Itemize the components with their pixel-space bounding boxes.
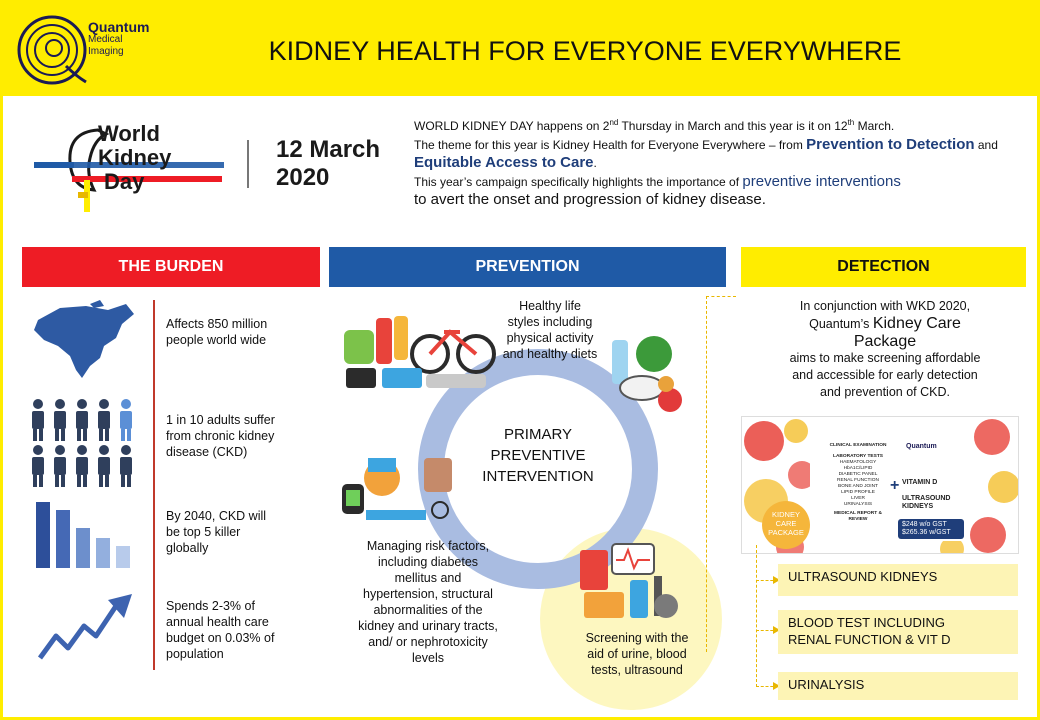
package-lab: LABORATORY TESTS xyxy=(833,454,883,459)
intro-p1-a: WORLD KIDNEY DAY happens on 2 xyxy=(414,119,610,133)
bar-chart-icon xyxy=(36,502,136,568)
test-2-line2: RENAL FUNCTION & VIT D xyxy=(788,632,951,647)
intro-p3-b: to avert the onset and progression of kidney disease. xyxy=(414,191,766,208)
burden-2-line3: disease (CKD) xyxy=(166,445,248,459)
package-us2: KIDNEYS xyxy=(902,503,934,510)
intro-p2-b: and xyxy=(974,138,998,152)
package-lab-item: LIPID PROFILE xyxy=(841,490,875,495)
package-plus: + xyxy=(890,477,900,494)
test-blood-renal-vitd xyxy=(778,610,1018,654)
risk-line2: including diabetes xyxy=(377,555,479,569)
package-price1: $248 w/o GST xyxy=(902,521,947,528)
burden-item-1 xyxy=(166,316,267,348)
detection-line2b: Kidney Care xyxy=(872,315,961,332)
package-vitd: VITAMIN D xyxy=(902,479,938,486)
burden-item-2 xyxy=(166,412,275,460)
wkd-date-line2: 2020 xyxy=(276,164,330,191)
package-lab-item: BONE AND JOINT xyxy=(838,484,878,489)
test-urinalysis xyxy=(778,672,1018,700)
screening-line3: tests, ultrasound xyxy=(591,663,683,677)
lab-screening-icon xyxy=(578,540,686,624)
detection-line4: aims to make screening affordable xyxy=(789,351,981,365)
package-price-badge xyxy=(898,519,964,539)
package-report1: MEDICAL REPORT & xyxy=(834,511,882,516)
brand-name: Quantum xyxy=(88,19,150,35)
burden-1-line2: people world wide xyxy=(166,333,267,347)
wkd-line1: World xyxy=(98,121,160,146)
brand-sub2: Imaging xyxy=(88,46,124,57)
circle-label-1: PRIMARY xyxy=(503,426,573,443)
detection-connector-top xyxy=(706,296,736,297)
package-badge2: CARE xyxy=(775,519,797,528)
package-badge3: PACKAGE xyxy=(768,528,804,537)
wkd-line3: Day xyxy=(104,169,145,194)
wkd-line2: Kidney xyxy=(98,145,172,170)
healthy-line2: styles including xyxy=(507,315,593,329)
detection-line1: In conjunction with WKD 2020, xyxy=(799,299,971,313)
risk-line6: kidney and urinary tracts, xyxy=(358,619,498,633)
healthy-line1: Healthy life xyxy=(519,299,581,313)
risk-line3: mellitus and xyxy=(394,571,462,585)
burden-3-line2: be top 5 killer xyxy=(166,525,241,539)
burden-2-line1: 1 in 10 adults suffer xyxy=(166,413,275,427)
package-ultrasound xyxy=(902,495,950,511)
risk-line7: and/ or nephrotoxicity xyxy=(368,635,488,649)
intro-p1 xyxy=(414,114,1026,135)
intro-p3-highlight: preventive interventions xyxy=(742,173,901,190)
wkd-divider xyxy=(247,140,249,188)
burden-3-line1: By 2040, CKD will xyxy=(166,509,267,523)
page-title: KIDNEY HEALTH FOR EVERYONE EVERYWHERE xyxy=(268,36,902,66)
risk-line8: levels xyxy=(412,651,444,665)
package-lab-item: RENAL FUNCTION xyxy=(837,478,879,483)
detection-tests-connector xyxy=(756,545,757,687)
section-header-prevention: PREVENTION xyxy=(329,247,726,287)
risk-factors-text xyxy=(340,538,516,666)
burden-item-3 xyxy=(166,508,266,556)
intro-p2-a: The theme for this year is Kidney Health for Everyone Everywhere – from xyxy=(414,138,807,152)
burden-3-line3: globally xyxy=(166,541,209,555)
screening-line1: Screening with the xyxy=(585,631,689,645)
package-tests-list xyxy=(816,443,900,523)
intro-p1-sup2: th xyxy=(847,118,855,127)
package-badge xyxy=(762,501,810,549)
risk-line1: Managing risk factors, xyxy=(366,539,490,553)
intro-p3 xyxy=(414,173,1026,209)
risk-line5: abnormalities of the xyxy=(373,603,483,617)
package-lab-item: DIABETIC PANEL xyxy=(838,472,878,477)
test-1-line1: ULTRASOUND KIDNEYS xyxy=(788,569,938,584)
health-monitoring-icon xyxy=(338,452,458,528)
detection-line3: Package xyxy=(853,333,917,350)
intro-p3-a: This year’s campaign specifically highlights the importance of xyxy=(414,175,743,189)
burden-item-4 xyxy=(166,598,274,662)
test-arrow-icon xyxy=(756,630,778,631)
intro-p2-highlight2: Equitable Access to Care xyxy=(414,154,594,171)
package-lab-item: HbA1C/LIPID xyxy=(843,466,873,471)
circle-label-3: INTERVENTION xyxy=(482,468,594,485)
package-lab-item: LIVER xyxy=(851,496,865,501)
package-lab-item: URINALYSIS xyxy=(843,502,873,507)
package-price2: $265.36 w/GST xyxy=(902,529,951,536)
burden-1-line1: Affects 850 million xyxy=(166,317,268,331)
package-mini-logo: Quantum xyxy=(906,443,937,450)
wkd-date xyxy=(276,136,380,192)
wkd-date-line1: 12 March xyxy=(276,136,381,163)
header-banner xyxy=(0,0,1040,96)
burden-4-line3: budget on 0.03% of xyxy=(166,631,275,645)
risk-line4: hypertension, structural xyxy=(363,587,493,601)
section-header-detection: DETECTION xyxy=(741,247,1026,287)
healthy-line4: and healthy diets xyxy=(502,347,598,361)
test-arrow-icon xyxy=(756,686,778,687)
test-arrow-icon xyxy=(756,580,778,581)
package-report2: REVIEW xyxy=(848,517,868,522)
intro-p1-b: Thursday in March and this year is it on 12 xyxy=(618,119,848,133)
healthy-line3: physical activity xyxy=(506,331,594,345)
intro-p2-c: . xyxy=(593,156,597,170)
detection-connector-left xyxy=(706,296,707,652)
burden-4-line4: population xyxy=(166,647,224,661)
burden-2-line2: from chronic kidney xyxy=(166,429,275,443)
people-figures-icon xyxy=(30,398,142,488)
burden-4-line1: Spends 2-3% of xyxy=(166,599,255,613)
circle-label-2: PREVENTIVE xyxy=(490,447,586,464)
intro-p1-sup1: nd xyxy=(609,118,619,127)
detection-line5: and accessible for early detection xyxy=(792,368,978,382)
detection-line6: and prevention of CKD. xyxy=(820,385,950,399)
package-us1: ULTRASOUND xyxy=(902,495,951,502)
detection-description xyxy=(750,298,1020,401)
package-badge1: KIDNEY xyxy=(772,510,800,519)
rising-arrow-icon xyxy=(36,592,136,664)
test-2-line1: BLOOD TEST INCLUDING xyxy=(788,615,945,630)
test-ultrasound-kidneys xyxy=(778,564,1018,596)
brand-sub1: Medical xyxy=(88,34,123,45)
healthy-lifestyle-text xyxy=(486,298,614,362)
detection-line2a: Quantum’s xyxy=(809,317,873,331)
healthy-food-icon xyxy=(608,334,688,416)
burden-divider xyxy=(153,300,155,670)
intro-p2 xyxy=(414,136,1026,172)
section-header-burden: THE BURDEN xyxy=(22,247,320,287)
intro-text xyxy=(414,114,1026,210)
kidney-care-package-image xyxy=(741,416,1019,554)
north-america-map-icon xyxy=(30,300,140,382)
wkd-logo-text xyxy=(98,122,171,194)
prevention-circle-label xyxy=(458,424,618,487)
package-lab-item: HAEMATOLOGY xyxy=(839,460,877,465)
package-clinical: CLINICAL EXAMINATION xyxy=(829,443,887,448)
fitness-equipment-icon xyxy=(338,310,496,394)
test-3-line1: URINALYSIS xyxy=(788,677,865,692)
screening-text xyxy=(566,630,708,678)
burden-4-line2: annual health care xyxy=(166,615,269,629)
intro-p2-highlight1: Prevention to Detection xyxy=(806,136,975,153)
screening-line2: aid of urine, blood xyxy=(587,647,687,661)
intro-p1-c: March. xyxy=(854,119,895,133)
